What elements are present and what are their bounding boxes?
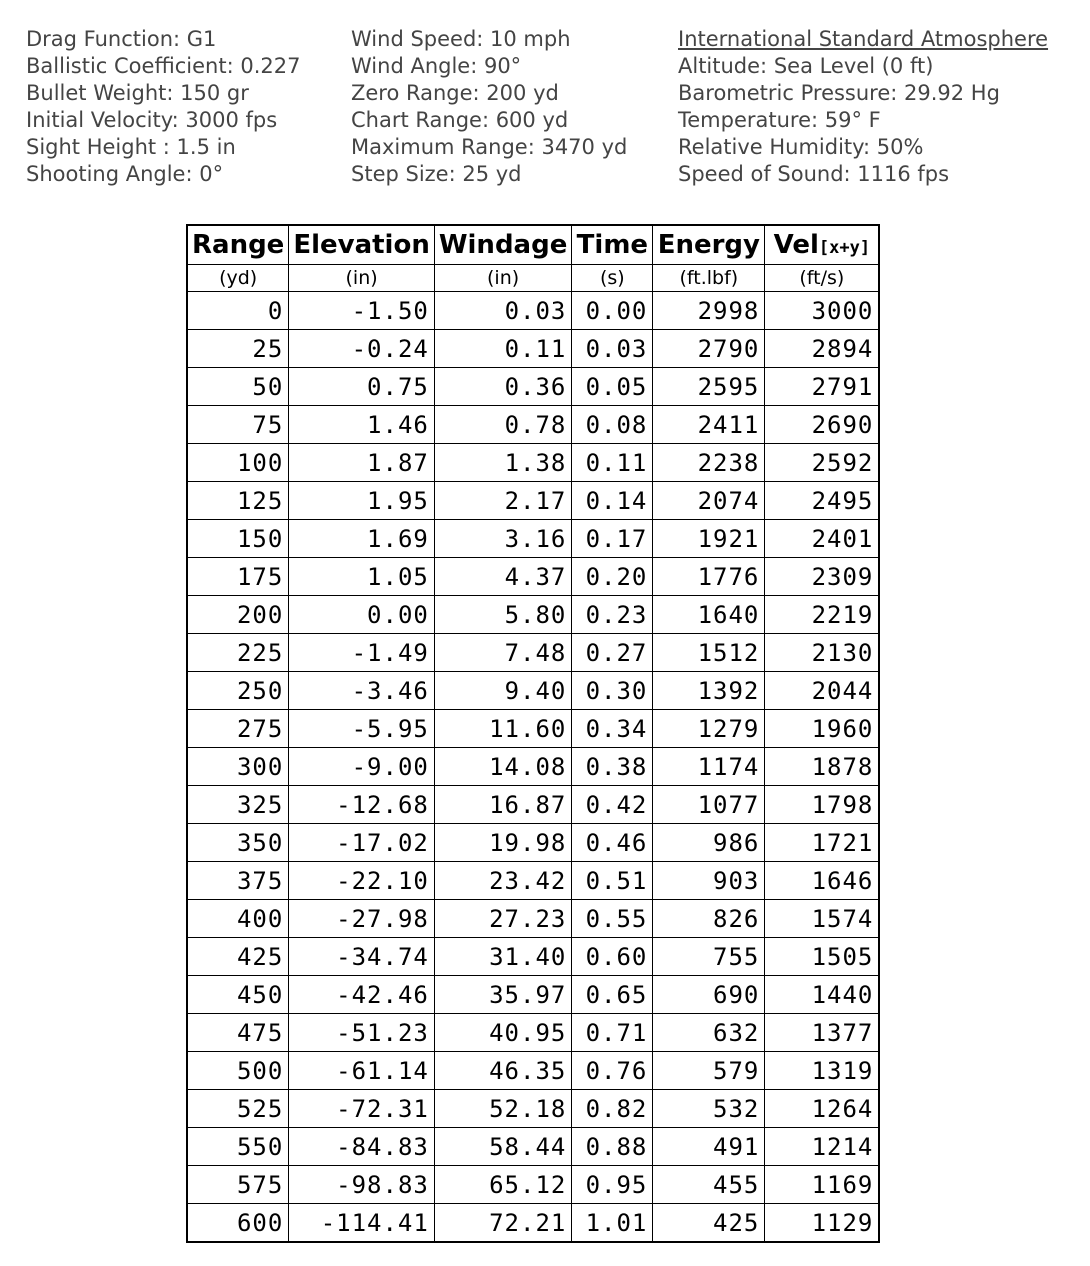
cell-energy: 1921 <box>653 520 765 558</box>
cell-range: 225 <box>187 634 289 672</box>
table-row <box>187 938 879 976</box>
cell-time: 0.27 <box>572 634 653 672</box>
cell-windage: 0.11 <box>434 330 572 368</box>
cell-range: 500 <box>187 1052 289 1090</box>
cell-time: 0.42 <box>572 786 653 824</box>
header-row <box>187 225 879 265</box>
cell-velocity: 1169 <box>765 1166 880 1204</box>
cell-energy: 532 <box>653 1090 765 1128</box>
cell-windage: 11.60 <box>434 710 572 748</box>
unit-windage: (in) <box>434 265 572 292</box>
cell-energy: 903 <box>653 862 765 900</box>
cell-time: 0.88 <box>572 1128 653 1166</box>
unit-time: (s) <box>572 265 653 292</box>
cell-windage: 72.21 <box>434 1204 572 1243</box>
cell-windage: 3.16 <box>434 520 572 558</box>
cell-time: 0.00 <box>572 292 653 330</box>
cell-elevation: 1.95 <box>289 482 435 520</box>
cell-range: 475 <box>187 1014 289 1052</box>
table-row <box>187 976 879 1014</box>
param-zero-range: Zero Range: 200 yd <box>351 81 559 105</box>
table-row <box>187 862 879 900</box>
header-energy: Energy <box>653 225 765 265</box>
cell-elevation: 1.46 <box>289 406 435 444</box>
cell-energy: 826 <box>653 900 765 938</box>
cell-range: 350 <box>187 824 289 862</box>
cell-energy: 1776 <box>653 558 765 596</box>
table-row <box>187 558 879 596</box>
cell-range: 450 <box>187 976 289 1014</box>
header-windage: Windage <box>434 225 572 265</box>
param-maximum-range: Maximum Range: 3470 yd <box>351 135 628 159</box>
param-barometric-pressure: Barometric Pressure: 29.92 Hg <box>678 81 1000 105</box>
table-row <box>187 330 879 368</box>
cell-range: 50 <box>187 368 289 406</box>
atmosphere-title-link[interactable]: International Standard Atmosphere <box>678 27 1049 51</box>
table-row <box>187 710 879 748</box>
cell-time: 0.76 <box>572 1052 653 1090</box>
cell-velocity: 1878 <box>765 748 880 786</box>
cell-time: 0.23 <box>572 596 653 634</box>
cell-time: 0.82 <box>572 1090 653 1128</box>
cell-range: 550 <box>187 1128 289 1166</box>
cell-windage: 23.42 <box>434 862 572 900</box>
cell-velocity: 2495 <box>765 482 880 520</box>
atmosphere-parameters <box>678 26 1048 188</box>
cell-energy: 1512 <box>653 634 765 672</box>
cell-range: 275 <box>187 710 289 748</box>
unit-elevation: (in) <box>289 265 435 292</box>
cell-energy: 1077 <box>653 786 765 824</box>
table-row <box>187 824 879 862</box>
cell-time: 0.34 <box>572 710 653 748</box>
cell-velocity: 1798 <box>765 786 880 824</box>
cell-elevation: -114.41 <box>289 1204 435 1243</box>
cell-velocity: 1319 <box>765 1052 880 1090</box>
cell-time: 0.11 <box>572 444 653 482</box>
cell-windage: 14.08 <box>434 748 572 786</box>
cell-time: 0.14 <box>572 482 653 520</box>
param-chart-range: Chart Range: 600 yd <box>351 108 569 132</box>
cell-elevation: -5.95 <box>289 710 435 748</box>
cell-windage: 27.23 <box>434 900 572 938</box>
table-row <box>187 672 879 710</box>
cell-range: 125 <box>187 482 289 520</box>
param-ballistic-coefficient: Ballistic Coefficient: 0.227 <box>26 54 301 78</box>
cell-energy: 632 <box>653 1014 765 1052</box>
cell-velocity: 3000 <box>765 292 880 330</box>
cell-range: 75 <box>187 406 289 444</box>
cell-time: 0.71 <box>572 1014 653 1052</box>
header-time: Time <box>572 225 653 265</box>
cell-elevation: -1.49 <box>289 634 435 672</box>
cell-energy: 2998 <box>653 292 765 330</box>
cell-range: 400 <box>187 900 289 938</box>
cell-time: 0.51 <box>572 862 653 900</box>
table-row <box>187 1090 879 1128</box>
cell-time: 0.17 <box>572 520 653 558</box>
cell-range: 600 <box>187 1204 289 1243</box>
cell-windage: 1.38 <box>434 444 572 482</box>
header-velocity <box>765 225 880 265</box>
cell-windage: 9.40 <box>434 672 572 710</box>
cell-time: 0.08 <box>572 406 653 444</box>
cell-energy: 2238 <box>653 444 765 482</box>
table-row <box>187 406 879 444</box>
ballistics-table <box>186 224 880 1243</box>
cell-range: 100 <box>187 444 289 482</box>
table-row <box>187 786 879 824</box>
cell-range: 25 <box>187 330 289 368</box>
param-shooting-angle: Shooting Angle: 0° <box>26 162 224 186</box>
cell-range: 375 <box>187 862 289 900</box>
table-row <box>187 1128 879 1166</box>
param-sight-height: Sight Height : 1.5 in <box>26 135 236 159</box>
param-altitude: Altitude: Sea Level (0 ft) <box>678 54 934 78</box>
cell-elevation: -0.24 <box>289 330 435 368</box>
cell-range: 250 <box>187 672 289 710</box>
cell-elevation: -84.83 <box>289 1128 435 1166</box>
cell-velocity: 1129 <box>765 1204 880 1243</box>
cell-windage: 40.95 <box>434 1014 572 1052</box>
cell-velocity: 2309 <box>765 558 880 596</box>
cell-range: 575 <box>187 1166 289 1204</box>
table-row <box>187 634 879 672</box>
cell-windage: 52.18 <box>434 1090 572 1128</box>
cell-velocity: 2592 <box>765 444 880 482</box>
cell-velocity: 2791 <box>765 368 880 406</box>
cell-energy: 491 <box>653 1128 765 1166</box>
table-row <box>187 292 879 330</box>
cell-windage: 35.97 <box>434 976 572 1014</box>
cell-time: 0.60 <box>572 938 653 976</box>
cell-windage: 16.87 <box>434 786 572 824</box>
cell-range: 525 <box>187 1090 289 1128</box>
cell-windage: 7.48 <box>434 634 572 672</box>
projectile-parameters <box>26 26 351 188</box>
cell-windage: 0.36 <box>434 368 572 406</box>
cell-elevation: -61.14 <box>289 1052 435 1090</box>
cell-time: 0.65 <box>572 976 653 1014</box>
cell-energy: 755 <box>653 938 765 976</box>
header-elevation: Elevation <box>289 225 435 265</box>
cell-velocity: 1214 <box>765 1128 880 1166</box>
cell-windage: 31.40 <box>434 938 572 976</box>
cell-range: 175 <box>187 558 289 596</box>
cell-velocity: 2130 <box>765 634 880 672</box>
cell-elevation: 1.05 <box>289 558 435 596</box>
cell-velocity: 2401 <box>765 520 880 558</box>
cell-windage: 5.80 <box>434 596 572 634</box>
cell-velocity: 1721 <box>765 824 880 862</box>
cell-windage: 65.12 <box>434 1166 572 1204</box>
cell-elevation: -72.31 <box>289 1090 435 1128</box>
cell-velocity: 1505 <box>765 938 880 976</box>
cell-energy: 1392 <box>653 672 765 710</box>
cell-velocity: 1646 <box>765 862 880 900</box>
param-relative-humidity: Relative Humidity: 50% <box>678 135 924 159</box>
header-range: Range <box>187 225 289 265</box>
cell-energy: 986 <box>653 824 765 862</box>
cell-velocity: 2219 <box>765 596 880 634</box>
cell-time: 0.30 <box>572 672 653 710</box>
cell-elevation: -22.10 <box>289 862 435 900</box>
cell-elevation: 0.75 <box>289 368 435 406</box>
table-row <box>187 596 879 634</box>
cell-energy: 579 <box>653 1052 765 1090</box>
parameters-panel <box>26 26 1048 188</box>
table-row <box>187 444 879 482</box>
cell-energy: 690 <box>653 976 765 1014</box>
cell-velocity: 1440 <box>765 976 880 1014</box>
cell-windage: 46.35 <box>434 1052 572 1090</box>
cell-range: 325 <box>187 786 289 824</box>
table-row <box>187 1052 879 1090</box>
param-temperature: Temperature: 59° F <box>678 108 881 132</box>
cell-elevation: 1.87 <box>289 444 435 482</box>
param-wind-angle: Wind Angle: 90° <box>351 54 522 78</box>
cell-elevation: 1.69 <box>289 520 435 558</box>
param-step-size: Step Size: 25 yd <box>351 162 522 186</box>
cell-time: 0.38 <box>572 748 653 786</box>
cell-elevation: -98.83 <box>289 1166 435 1204</box>
unit-range: (yd) <box>187 265 289 292</box>
cell-range: 0 <box>187 292 289 330</box>
header-velocity-label: Vel <box>773 230 819 260</box>
cell-windage: 19.98 <box>434 824 572 862</box>
cell-elevation: -17.02 <box>289 824 435 862</box>
param-bullet-weight: Bullet Weight: 150 gr <box>26 81 249 105</box>
cell-elevation: -12.68 <box>289 786 435 824</box>
cell-velocity: 2044 <box>765 672 880 710</box>
cell-elevation: -1.50 <box>289 292 435 330</box>
table-row <box>187 748 879 786</box>
wind-range-parameters <box>351 26 678 188</box>
cell-time: 0.55 <box>572 900 653 938</box>
cell-velocity: 1574 <box>765 900 880 938</box>
cell-energy: 425 <box>653 1204 765 1243</box>
table-row <box>187 1166 879 1204</box>
cell-velocity: 1377 <box>765 1014 880 1052</box>
cell-energy: 2790 <box>653 330 765 368</box>
param-wind-speed: Wind Speed: 10 mph <box>351 27 571 51</box>
cell-velocity: 1264 <box>765 1090 880 1128</box>
cell-range: 300 <box>187 748 289 786</box>
table-row <box>187 520 879 558</box>
cell-time: 1.01 <box>572 1204 653 1243</box>
table-body <box>187 292 879 1243</box>
cell-windage: 0.78 <box>434 406 572 444</box>
cell-energy: 2595 <box>653 368 765 406</box>
param-speed-of-sound: Speed of Sound: 1116 fps <box>678 162 950 186</box>
cell-time: 0.05 <box>572 368 653 406</box>
param-drag-function: Drag Function: G1 <box>26 27 217 51</box>
cell-range: 150 <box>187 520 289 558</box>
cell-windage: 0.03 <box>434 292 572 330</box>
cell-energy: 1174 <box>653 748 765 786</box>
cell-time: 0.95 <box>572 1166 653 1204</box>
cell-energy: 455 <box>653 1166 765 1204</box>
cell-velocity: 2690 <box>765 406 880 444</box>
cell-energy: 2074 <box>653 482 765 520</box>
table-row <box>187 1204 879 1243</box>
table-row <box>187 482 879 520</box>
table-row <box>187 368 879 406</box>
cell-energy: 1640 <box>653 596 765 634</box>
header-velocity-suffix: [x+y] <box>818 238 871 258</box>
cell-elevation: -42.46 <box>289 976 435 1014</box>
cell-elevation: -27.98 <box>289 900 435 938</box>
param-initial-velocity: Initial Velocity: 3000 fps <box>26 108 278 132</box>
table-row <box>187 900 879 938</box>
cell-elevation: -3.46 <box>289 672 435 710</box>
cell-range: 200 <box>187 596 289 634</box>
cell-velocity: 2894 <box>765 330 880 368</box>
cell-elevation: -51.23 <box>289 1014 435 1052</box>
cell-time: 0.03 <box>572 330 653 368</box>
unit-energy: (ft.lbf) <box>653 265 765 292</box>
cell-elevation: -9.00 <box>289 748 435 786</box>
cell-windage: 4.37 <box>434 558 572 596</box>
cell-time: 0.46 <box>572 824 653 862</box>
cell-range: 425 <box>187 938 289 976</box>
units-row <box>187 265 879 292</box>
cell-velocity: 1960 <box>765 710 880 748</box>
cell-elevation: -34.74 <box>289 938 435 976</box>
cell-windage: 58.44 <box>434 1128 572 1166</box>
unit-velocity: (ft/s) <box>765 265 880 292</box>
cell-time: 0.20 <box>572 558 653 596</box>
cell-windage: 2.17 <box>434 482 572 520</box>
cell-energy: 1279 <box>653 710 765 748</box>
cell-energy: 2411 <box>653 406 765 444</box>
table-row <box>187 1014 879 1052</box>
cell-elevation: 0.00 <box>289 596 435 634</box>
